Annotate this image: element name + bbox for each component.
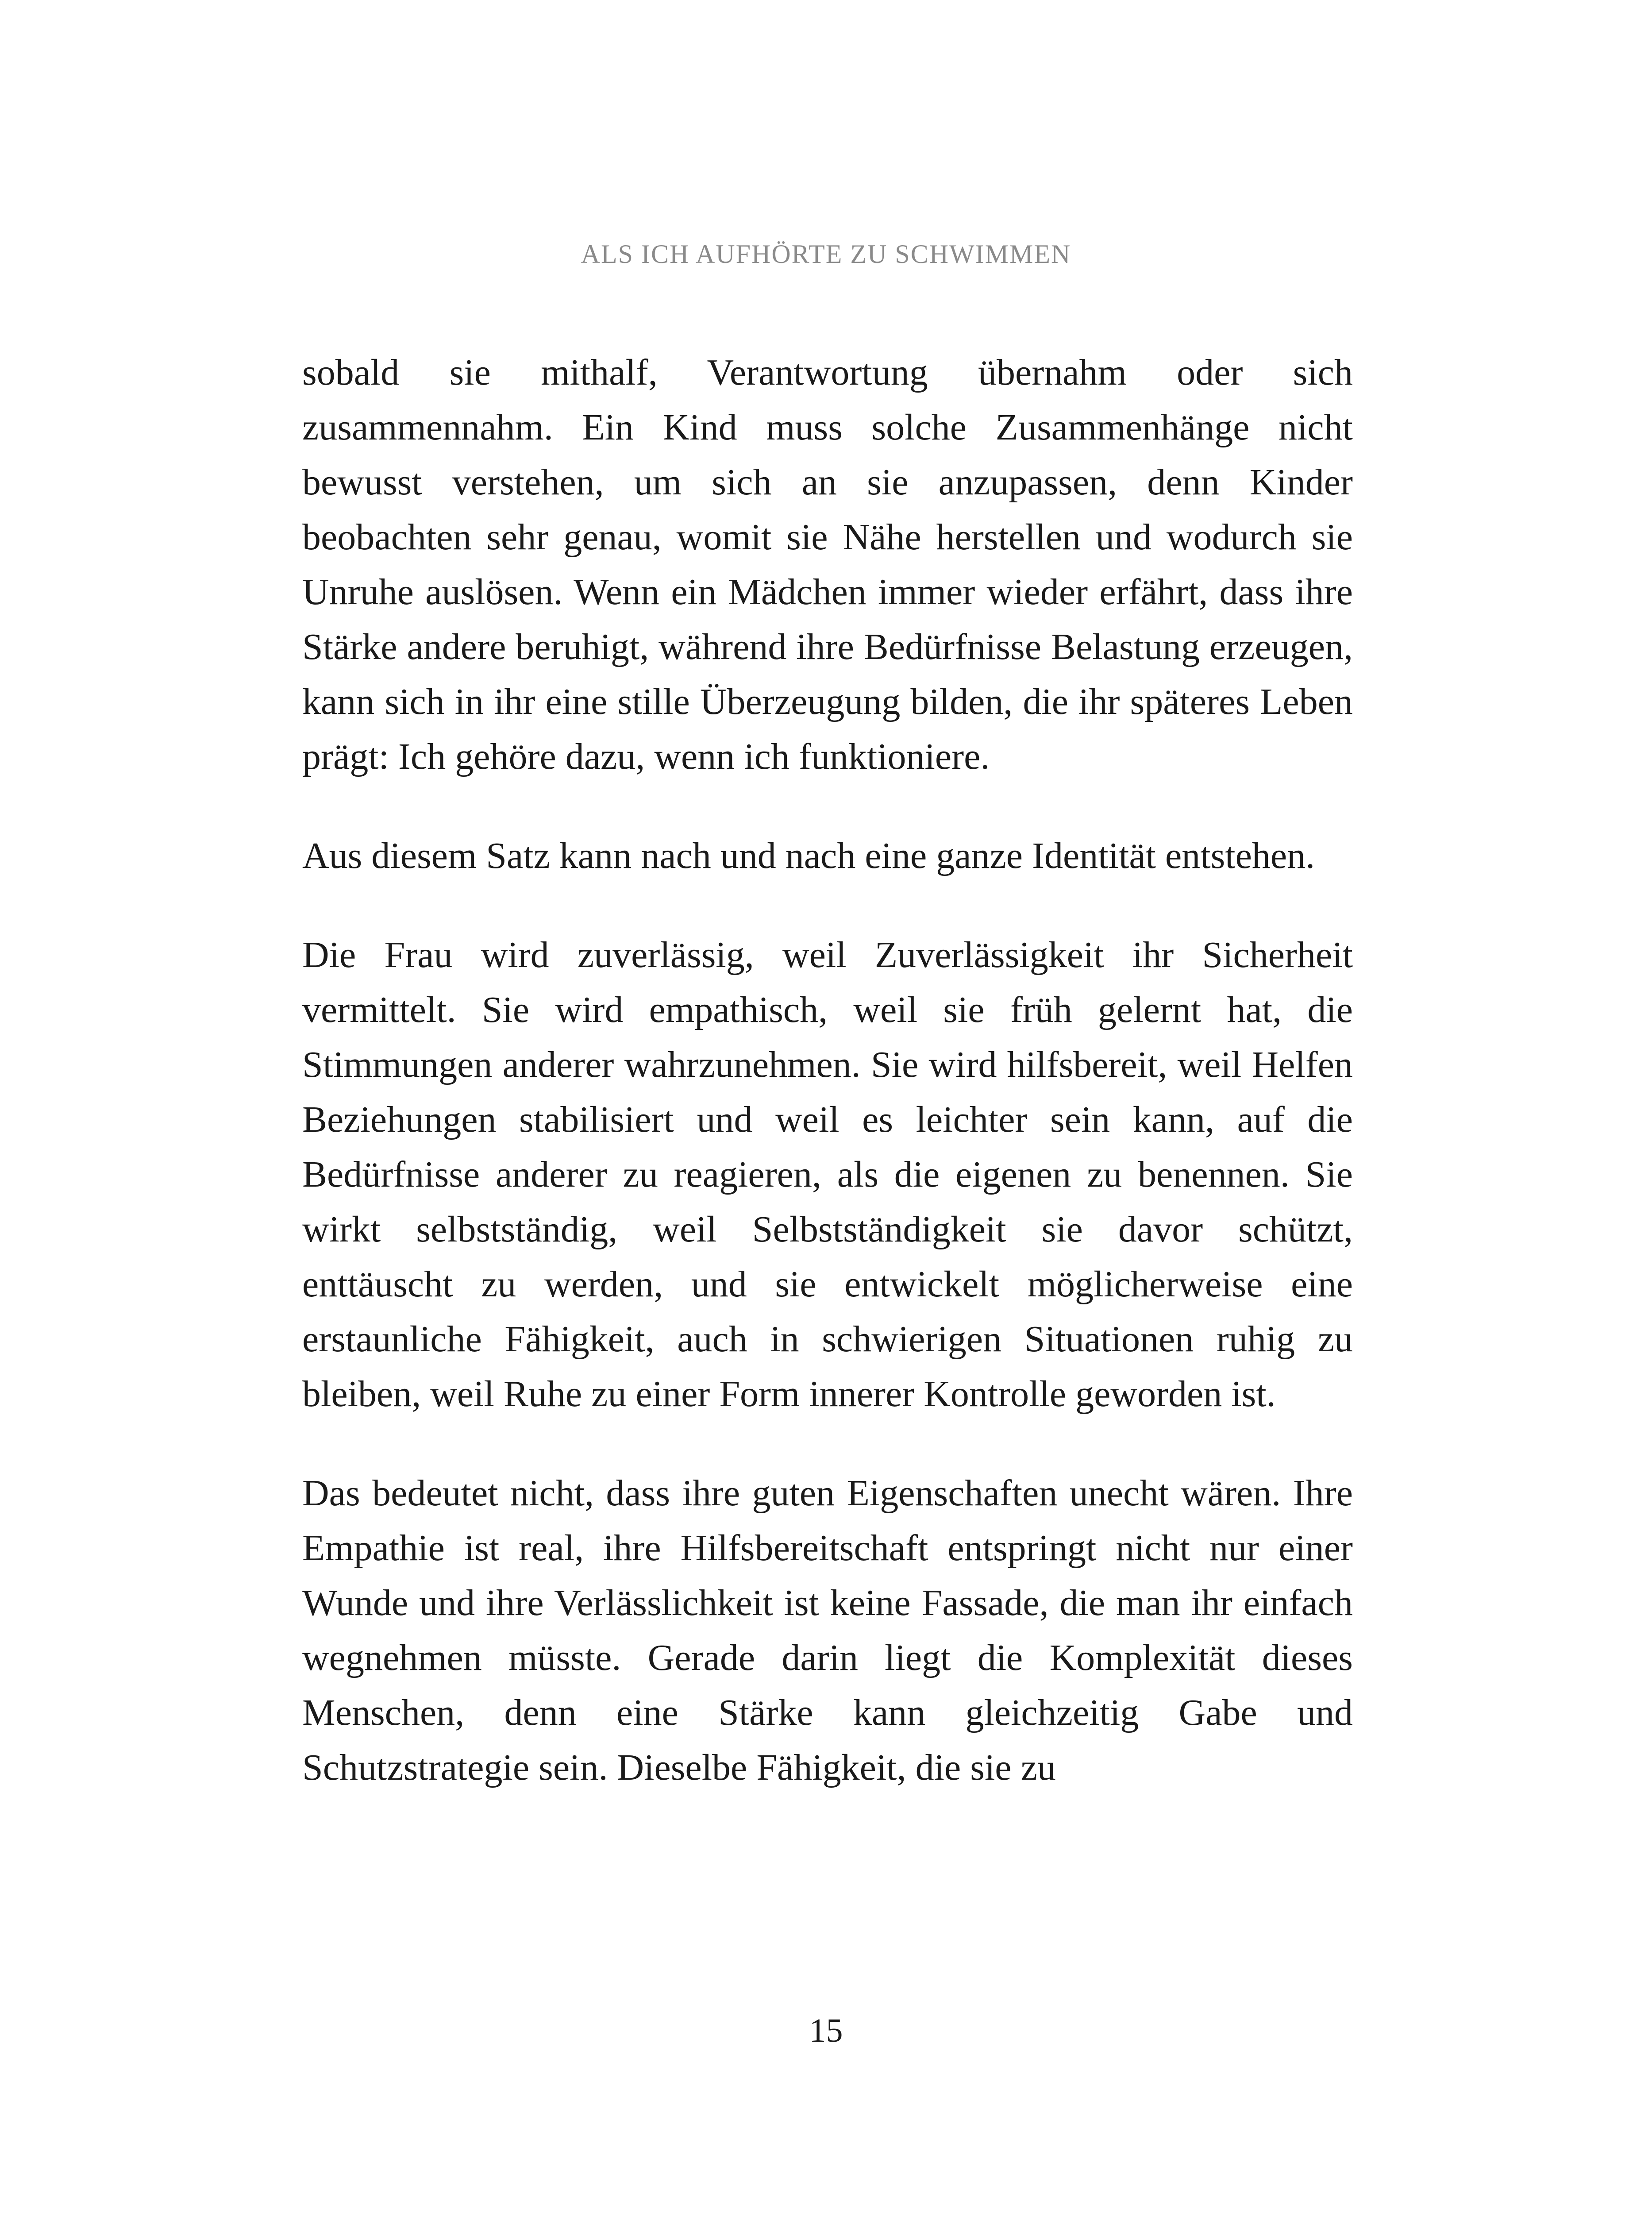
page-number: 15 bbox=[809, 2012, 843, 2049]
paragraph: Das bedeutet nicht, dass ihre guten Eigenschaften unecht wären. Ihre Empathie ist real, ihre Hilfsbereitschaft entspringt nicht nur einer Wunde und ihre Verlässlichkeit ist keine Fassade, die man ihr einfach wegnehmen müsste. Gerade darin liegt die Komplexität dieses Menschen, denn eine Stärke kann gleichzeitig Gabe und Schutzstrategie sein. Dieselbe Fähigkeit, die sie zu bbox=[302, 1473, 1353, 1788]
running-header: ALS ICH AUFHÖRTE ZU SCHWIMMEN bbox=[581, 239, 1071, 269]
paragraph: Aus diesem Satz kann nach und nach eine ganze Identität entstehen. bbox=[302, 835, 1315, 876]
paragraph: Die Frau wird zuverlässig, weil Zuverlässigkeit ihr Sicherheit vermittelt. Sie wird empathisch, weil sie früh gelernt hat, die Stimmungen anderer wahrzunehmen. Sie wird hilfsbereit, weil Helfen Beziehungen stabilisiert und weil es leichter sein kann, auf die Bedürfnisse anderer zu reagieren, als die eigenen zu benennen. Sie wirkt selbstständig, weil Selbstständigkeit sie davor schützt, enttäuscht zu werden, und sie entwickelt möglicherweise eine erstaunliche Fähigkeit, auch in schwierigen Situationen ruhig zu bleiben, weil Ruhe zu einer Form innerer Kontrolle geworden ist. bbox=[302, 934, 1353, 1415]
paragraph: sobald sie mithalf, Verantwortung übernahm oder sich zusammennahm. Ein Kind muss solche Zusammenhänge nicht bewusst verstehen, um sich an sie anzupassen, denn Kinder beobachten sehr genau, womit sie Nähe herstellen und wodurch sie Unruhe auslösen. Wenn ein Mädchen immer wieder erfährt, dass ihre Stärke andere beruhigt, während ihre Bedürfnisse Belastung erzeugen, kann sich in ihr eine stille Überzeugung bilden, die ihr späteres Leben prägt: Ich gehöre dazu, wenn ich funktioniere. bbox=[302, 352, 1353, 777]
body-text bbox=[302, 345, 1353, 1795]
